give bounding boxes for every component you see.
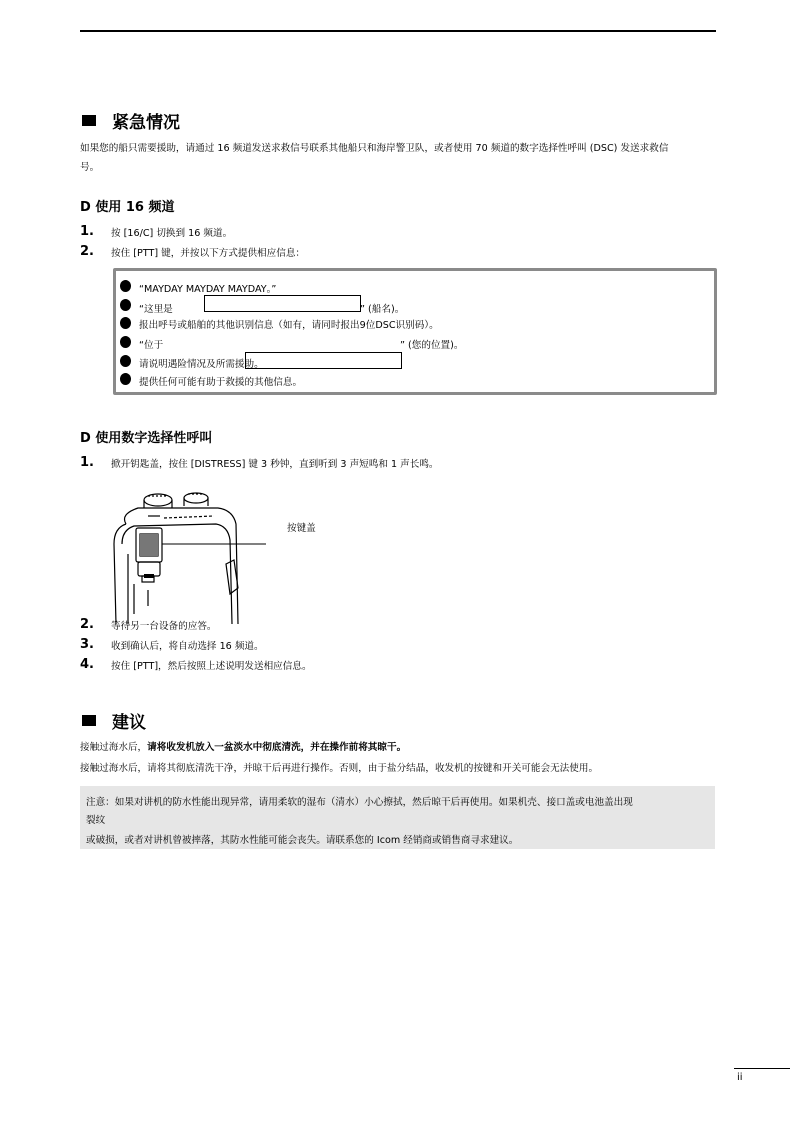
advice-title: 建议	[112, 713, 146, 733]
box-item-mayday: “MAYDAY MAYDAY MAYDAY。”	[139, 284, 277, 295]
step-number: 1.	[80, 224, 94, 239]
header-rule	[80, 30, 716, 32]
box-item-other-info: 提供任何可能有助于救援的其他信息。	[139, 377, 303, 388]
heading-square-icon	[82, 715, 96, 726]
caution-line-1: 注意：如果对讲机的防水性能出现异常，请用柔软的湿布（清水）小心擦拭，然后晾干后再使用。如果机壳、接口盖或电池盖出现	[86, 797, 633, 808]
step-number: 3.	[80, 637, 94, 652]
bullet-icon	[120, 299, 131, 311]
box-item-this-is: “这里是	[139, 304, 173, 315]
bullet-icon	[120, 317, 131, 329]
dsc-step-4	[80, 657, 312, 672]
heading-square-icon	[82, 115, 96, 126]
advice-line-2: 接触过海水后，请将其彻底清洗干净，并晾干后再进行操作。否则，由于盐分结晶，收发机的按键和开关可能会无法使用。	[80, 763, 599, 774]
radio-illustration	[108, 484, 278, 624]
ch16-heading: D 使用 16 频道	[80, 200, 175, 215]
dsc-step-3	[80, 637, 264, 652]
box-item-vessel-name: ” (船名)。	[360, 304, 405, 315]
bullet-icon	[120, 373, 131, 385]
step-text: 按住 [PTT]，然后按照上述说明发送相应信息。	[111, 660, 312, 672]
advice-heading	[82, 708, 146, 733]
box-item-nature: 请说明遇险情况及所需援助。	[139, 359, 264, 370]
bullet-icon	[120, 336, 131, 348]
step-number: 2.	[80, 244, 94, 259]
step-text: 按住 [PTT] 键，并按以下方式提供相应信息：	[111, 247, 306, 259]
page-number: ii	[737, 1072, 743, 1083]
dsc-step-2	[80, 617, 217, 632]
step-text: 收到确认后，将自动选择 16 频道。	[111, 640, 264, 652]
vessel-name-blank	[204, 295, 361, 312]
footer-rule	[734, 1068, 790, 1069]
emergency-heading	[82, 108, 180, 133]
emergency-title: 紧急情况	[112, 113, 180, 133]
key-cover-label: 按键盖	[287, 523, 316, 534]
box-item-your-position: ” (您的位置)。	[400, 340, 464, 351]
step-text: 等待另一台设备的应答。	[111, 620, 217, 632]
emergency-intro-line-1: 如果您的船只需要援助，请通过 16 频道发送求救信号联系其他船只和海岸警卫队，或者使用 70 频道的数字选择性呼叫 (DSC) 发送求救信	[80, 143, 669, 154]
dsc-heading: D 使用数字选择性呼叫	[80, 431, 213, 446]
position-blank	[245, 352, 402, 369]
advice-line-1-bold: 请将收发机放入一盆淡水中彻底清洗，并在操作前将其晾干。	[147, 742, 407, 753]
advice-line-1	[80, 737, 406, 758]
step-text: 掀开钥匙盖，按住 [DISTRESS] 键 3 秒钟，直到听到 3 声短鸣和 1 声长鸣。	[111, 458, 439, 470]
caution-line-2: 裂纹	[86, 815, 106, 826]
step-text: 按 [16/C] 切换到 16 频道。	[111, 227, 233, 239]
step-number: 2.	[80, 617, 94, 632]
caution-line-3: 或破损，或者对讲机曾被摔落，其防水性能可能会丧失。请联系您的 Icom 经销商或销售商寻求建议。	[86, 835, 519, 846]
step-number: 4.	[80, 657, 94, 672]
advice-line-1-prefix: 接触过海水后，	[80, 742, 148, 753]
ch16-step-2	[80, 244, 305, 259]
ch16-step-1	[80, 224, 232, 239]
dsc-step-1	[80, 455, 439, 470]
box-item-position: “位于	[139, 340, 164, 351]
step-number: 1.	[80, 455, 94, 470]
bullet-icon	[120, 355, 131, 367]
bullet-icon	[120, 280, 131, 292]
box-item-callsign: 报出呼号或船舶的其他识别信息（如有，请同时报出9位DSC识别码）。	[139, 320, 439, 331]
emergency-intro-line-2: 号。	[80, 162, 100, 173]
